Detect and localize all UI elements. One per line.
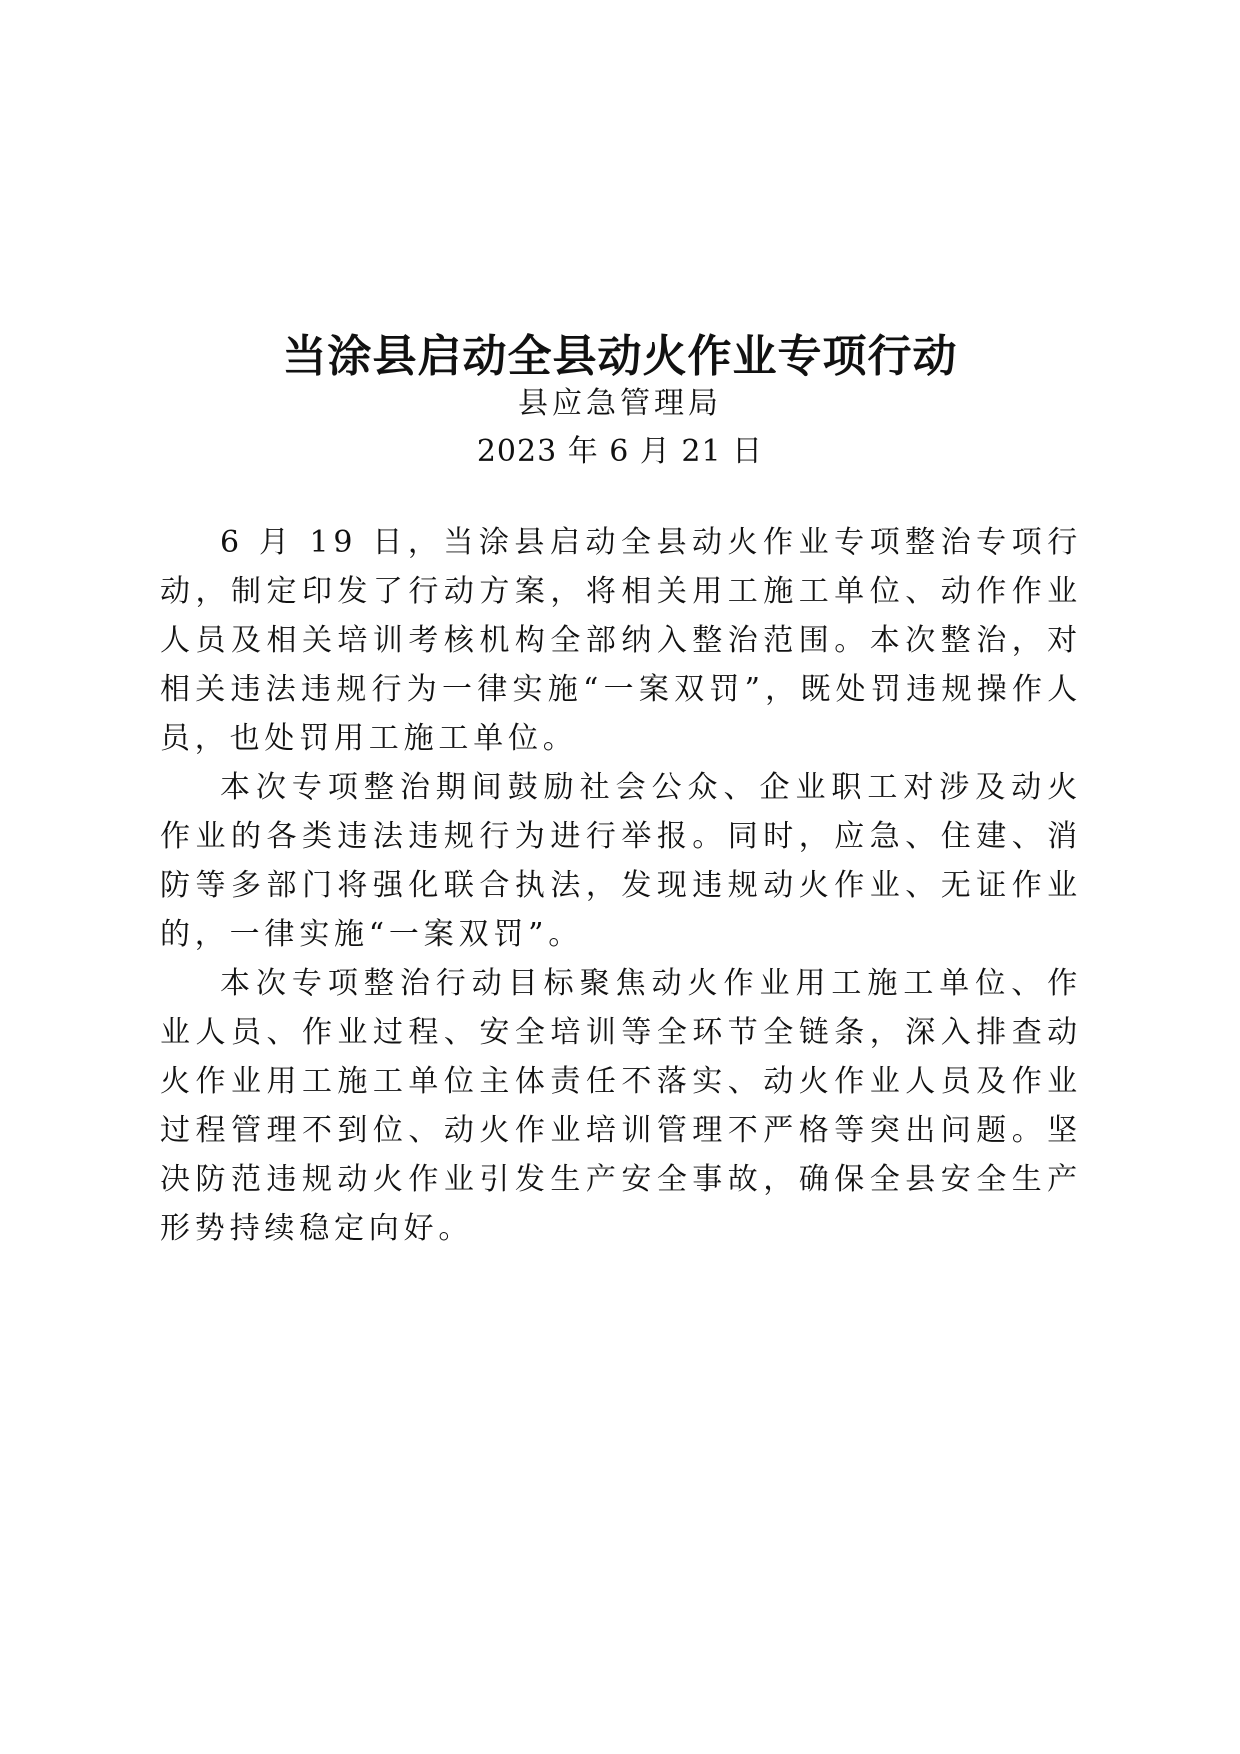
- document-date: 2023 年 6 月 21 日: [476, 434, 764, 469]
- paragraph-2: 本次专项整治期间鼓励社会公众、企业职工对涉及动火作业的各类违法违规行为进行举报。同时，应急、住建、消防等多部门将强化联合执法，发现违规动火作业、无证作业的，一律实施“一案双罚”。: [160, 770, 1082, 952]
- paragraph-1: 6 月 19 日，当涂县启动全县动火作业专项整治专项行动，制定印发了行动方案，将相关用工施工单位、动作作业人员及相关培训考核机构全部纳入整治范围。本次整治，对相关违法违规行为一律实施“一案双罚”，既处罚违规操作人员，也处罚用工施工单位。: [160, 525, 1082, 756]
- document-author: 县应急管理局: [518, 386, 722, 421]
- document-body: [160, 518, 1082, 1253]
- document-title: 当涂县启动全县动火作业专项行动: [282, 331, 958, 383]
- paragraph-3: 本次专项整治行动目标聚焦动火作业用工施工单位、作业人员、作业过程、安全培训等全环节全链条，深入排查动火作业用工施工单位主体责任不落实、动火作业人员及作业过程管理不到位、动火作业培训管理不严格等突出问题。坚决防范违规动火作业引发生产安全事故，确保全县安全生产形势持续稳定向好。: [160, 966, 1082, 1246]
